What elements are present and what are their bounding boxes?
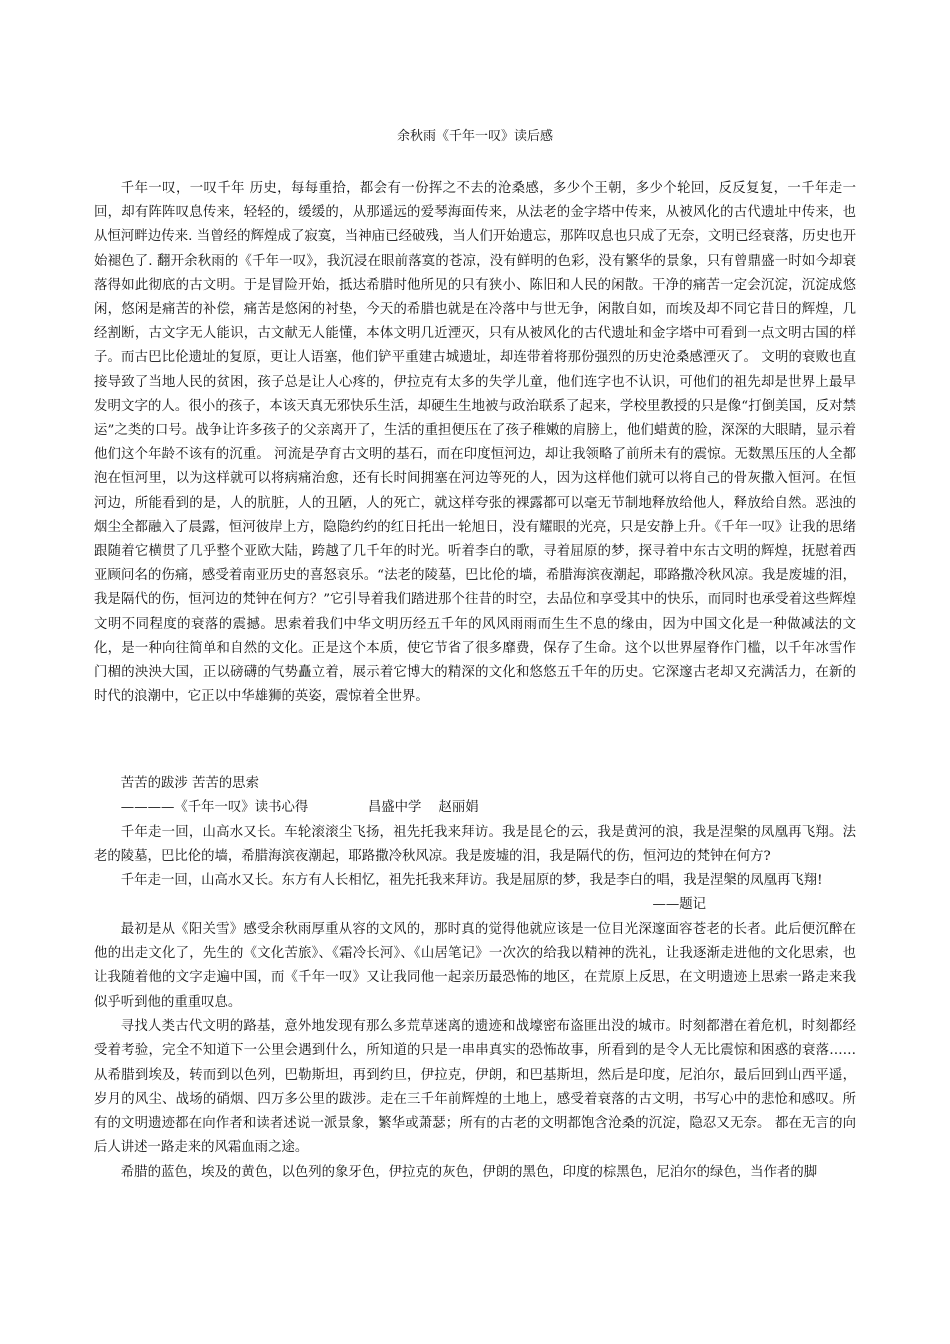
document-page: [94, 0, 856, 1344]
epigraph-paragraph: 千年走一回，山高水又长。车轮滚滚尘飞扬，祖先托我来拜访。我是昆仑的云，我是黄河的浪，我是涅槃的凤凰再飞翔。法老的陵墓，巴比伦的墙，希腊海滨夜潮起，耶路撒冷秋风凉。我是废墟的泪，我是隔代的伤，恒河边的梵钟在何方?: [94, 824, 856, 864]
essay-one-paragraph: 千年一叹，一叹千年 历史，每每重拾，都会有一份挥之不去的沧桑感，多少个王朝，多少个轮回，反反复复，一千年走一回，却有阵阵叹息传来，轻轻的，缓缓的，从那遥远的爱琴海面传来，从法老的金字塔中传来，从被风化的古代遗址中传来，也从恒河畔边传来. 当曾经的辉煌成了寂寞，当神庙已经破残，当人们开始遗忘，那阵叹息也只成了无奈，文明已经衰落，历史也开始褪色了. 翻开余秋雨的《千年一叹》，我沉浸在眼前落寞的苍凉，没有鲜明的色彩，没有繁华的景象，只有曾鼎盛一时如今却衰落得如此彻底的古文明。于是冒险开始，抵达希腊时他所见的只有狭小、陈旧和人民的闲散。干净的痛苦一定会沉淀，沉淀成悠闲，悠闲是痛苦的补偿，痛苦是悠闲的衬垫，今天的希腊也就是在冷落中与世无争，闲散自如，而埃及却不同它昔日的辉煌，几经割断，古文字无人能识，古文献无人能懂，本体文明几近湮灭，只有从被风化的古代遗址和金字塔中可看到一点文明古国的样子。而古巴比伦遗址的复原，更让人语塞，他们铲平重建古城遗址，却连带着将那份强烈的历史沧桑感湮灭了。 文明的衰败也直接导致了当地人民的贫困，孩子总是让人心疼的，伊拉克有太多的失学儿童，他们连字也不认识，可他们的祖先却是世界上最早发明文字的人。很小的孩子，本该天真无邪快乐生活，却硬生生地被与政治联系了起来，学校里教授的只是像“打倒美国，反对禁运”之类的口号。战争让许多孩子的父亲离开了，生活的重担便压在了孩子稚嫩的肩膀上，他们蜡黄的脸，深深的大眼睛，显示着他们这个年龄不该有的沉重。 河流是孕育古文明的基石，而在印度恒河边，却让我领略了前所未有的震惊。无数黑压压的人全都泡在恒河里，以为这样就可以将病痛治愈，还有长时间拥塞在河边等死的人，因为这样他们就可以将自己的骨灰撒入恒河。在恒河边，所能看到的是，人的肮脏，人的丑陋，人的死亡，就这样夸张的裸露都可以毫无节制地释放给他人，释放给自然。恶浊的烟尘全都融入了晨露，恒河彼岸上方，隐隐约约的红日托出一轮旭日，没有耀眼的光亮，只是安静上升。《千年一叹》让我的思绪跟随着它横贯了几乎整个亚欧大陆，跨越了几千年的时光。听着李白的歌，寻着屈原的梦，探寻着中东古文明的辉煌，抚慰着西亚顾问名的伤痛，感受着南亚历史的喜怒哀乐。“法老的陵墓，巴比伦的墙，希腊海滨夜潮起，耶路撒冷秋风凉。我是废墟的泪，我是隔代的伤，恒河边的梵钟在何方？”它引导着我们踏进那个往昔的时空，去品位和享受其中的快乐，而同时也承受着这些辉煌文明不同程度的衰落的震撼。思索着我们中华文明历经五千年的风风雨雨而生生不息的缘由，因为中国文化是一种做减法的文化，是一种向往简单和自然的文化。正是这个本质，使它节省了很多靡费，保存了生命。这个以世界屋脊作门槛，以千年冰雪作门楣的泱泱大国，正以磅礴的气势矗立着，展示着它博大的精深的文化和悠悠五千年的历史。它深邃古老却又充满活力，在新的时代的浪潮中，它正以中华雄狮的英姿，震惊着全世界。: [94, 181, 856, 705]
body-paragraph: 最初是从《阳关雪》感受余秋雨厚重从容的文风的，那时真的觉得他就应该是一位目光深邃面容苍老的长者。此后便沉醉在他的出走文化了，先生的《文化苦旅》、《霜冷长河》、《山居笔记》一次次的给我以精神的洗礼，让我逐渐走进他的文化思索，也让我随着他的文字走遍中国，而《千年一叹》又让我同他一起亲历最恐怖的地区，在荒原上反思，在文明遗迹上思索一路走来我似乎听到他的重重叹息。: [94, 921, 856, 1010]
body-paragraph: 寻找人类古代文明的路基，意外地发现有那么多荒草迷离的遗迹和战壕密布盗匪出没的城市。时刻都潜在着危机，时刻都经受着考验，完全不知道下一公里会遇到什么，所知道的只是一串串真实的恐怖故事，所看到的是令人无比震惊和困惑的衰落……从希腊到埃及，转而到以色列，巴勒斯坦，再到约旦，伊拉克，伊朗，和巴基斯坦，然后是印度，尼泊尔，最后回到山西平遥，岁月的风尘、战场的硝烟、四万多公里的跋涉。走在三千年前辉煌的土地上，感受着衰落的古文明，书写心中的悲怆和感叹。所有的文明遗迹都在向作者和读者述说一派景象，繁华或萧瑟；所有的古老的文明都饱含沧桑的沉淀，隐忍又无奈。 都在无言的向后人讲述一路走来的风霜血雨之途。: [94, 1018, 856, 1156]
epigraph-signature: ——题记: [652, 897, 706, 913]
essay-two-heading: 苦苦的跋涉 苦苦的思索: [120, 776, 259, 791]
epigraph-paragraph: 千年走一回，山高水又长。东方有人长相忆，祖先托我来拜访。我是屈原的梦，我是李白的唱，我是涅槃的凤凰再飞翔!: [120, 873, 823, 889]
essay-two-byline: ————《千年一叹》读书心得 昌盛中学 赵丽娟: [120, 800, 479, 816]
essay-two: [94, 772, 856, 1332]
body-paragraph: 希腊的蓝色，埃及的黄色，以色列的象牙色，伊拉克的灰色，伊朗的黑色，印度的棕黑色，尼泊尔的绿色，当作者的脚: [120, 1164, 818, 1180]
document-title: 余秋雨《千年一叹》读后感: [396, 129, 553, 144]
essay-one: [94, 177, 856, 747]
